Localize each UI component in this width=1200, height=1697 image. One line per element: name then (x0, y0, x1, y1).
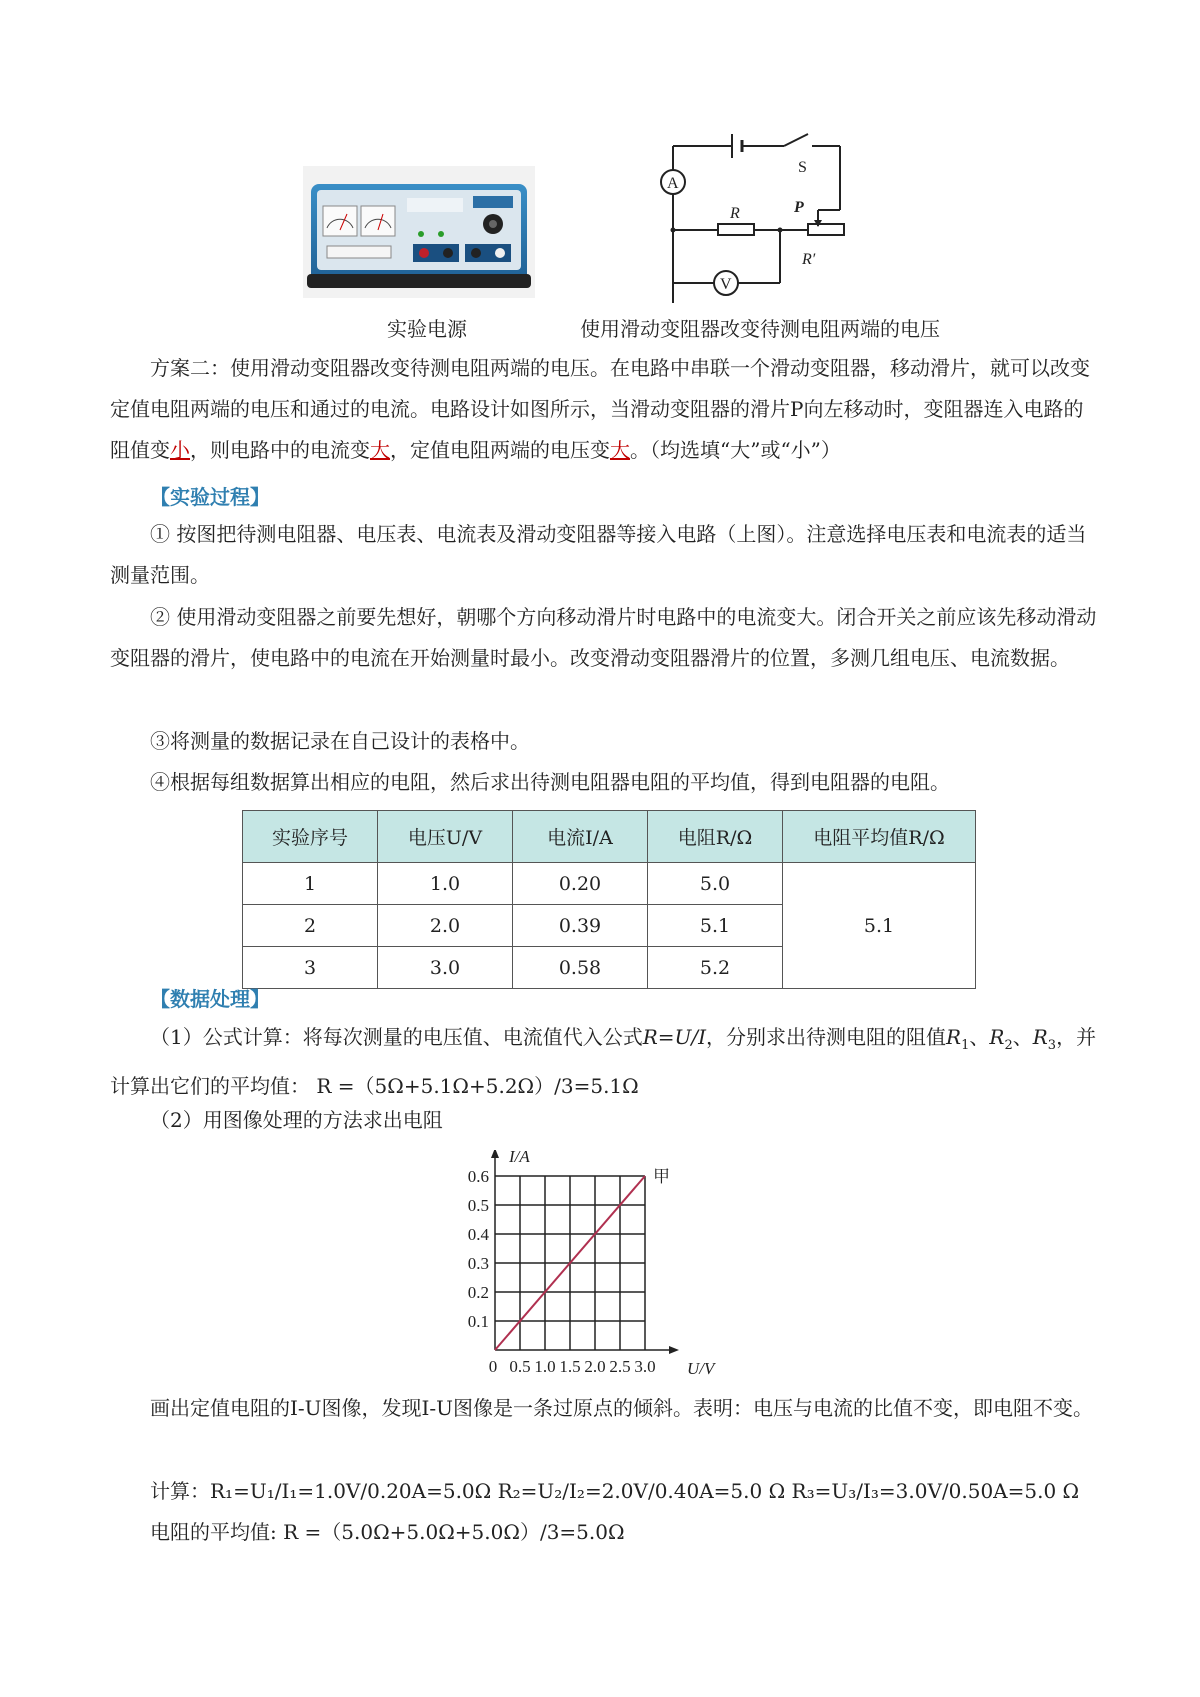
cell-current: 0.20 (513, 863, 648, 905)
y-tick-label: 0.5 (467, 1196, 489, 1215)
process-step-2: ② 使用滑动变阻器之前要先想好，朝哪个方向移动滑片时电路中的电流变大。闭合开关之前应该先移动滑动变阻器的滑片，使电路中的电流在开始测量时最小。改变滑动变阻器滑片的位置，多测几组电压、电流数据。 (110, 605, 1097, 670)
resistor-label: R (730, 205, 740, 222)
cell-index: 1 (243, 863, 378, 905)
device-caption: 实验电源 (387, 317, 467, 341)
circuit-diagram (650, 128, 850, 303)
conclusion-text: 画出定值电阻的I-U图像，发现I-U图像是一条过原点的倾斜。表明：电压与电流的比值不变，即电阻不变。 (150, 1396, 1094, 1420)
x-tick-label: 1.0 (534, 1357, 556, 1376)
graph-method-item: （2）用图像处理的方法求出电阻 (150, 1108, 443, 1132)
header-index: 实验序号 (243, 811, 378, 863)
process-heading: 【实验过程】 (150, 485, 270, 509)
formula-paragraph: （1）公式计算：将每次测量的电压值、电流值代入公式R=U/I，分别求出待测电阻的阻值$R_1$、$R_2$、$R_3$，并计算出它们的平均值： R =（5Ω+5.1Ω+5.2Ω）/3=5.1Ω (110, 1025, 1097, 1098)
power-supply-image (303, 166, 535, 298)
cell-resistance: 5.1 (648, 905, 783, 947)
circuit-caption: 使用滑动变阻器改变待测电阻两端的电压 (580, 317, 940, 341)
cell-average: 5.1 (783, 863, 976, 989)
x-axis-label: U/V (687, 1359, 715, 1378)
data-processing-heading: 【数据处理】 (150, 987, 270, 1011)
x-tick-label: 1.5 (559, 1357, 581, 1376)
answer-blank-3: 大 (610, 438, 630, 462)
cell-resistance: 5.0 (648, 863, 783, 905)
average-line: 电阻的平均值: R =（5.0Ω+5.0Ω+5.0Ω）/3=5.0Ω (150, 1520, 625, 1544)
iu-chart (440, 1150, 730, 1380)
answer-blank-1: 小 (170, 438, 190, 462)
table-header-row (243, 811, 976, 863)
table-row (243, 863, 976, 905)
cell-current: 0.39 (513, 905, 648, 947)
cell-resistance: 5.2 (648, 947, 783, 989)
cell-voltage: 1.0 (378, 863, 513, 905)
cell-index: 3 (243, 947, 378, 989)
data-table (242, 810, 976, 989)
header-average: 电阻平均值R/Ω (783, 811, 976, 863)
header-resistance: 电阻R/Ω (648, 811, 783, 863)
voltmeter-label: V (720, 276, 732, 293)
y-axis-arrow (491, 1150, 499, 1158)
calculation-line: 计算：R₁=U₁/I₁=1.0V/0.20A=5.0Ω R₂=U₂/I₂=2.0V/0.40A=5.0 Ω R₃=U₃/I₃=3.0V/0.50A=5.0 Ω (150, 1479, 1080, 1503)
y-tick-label: 0.4 (467, 1225, 489, 1244)
cell-voltage: 3.0 (378, 947, 513, 989)
y-axis-label: I/A (509, 1150, 530, 1166)
ammeter-label: A (667, 175, 679, 192)
y-tick-label: 0.1 (467, 1312, 489, 1331)
switch-label: S (798, 159, 807, 176)
y-tick-label: 0.3 (467, 1254, 489, 1273)
rheostat-label: R′ (802, 251, 816, 268)
x-tick-label: 2.0 (584, 1357, 606, 1376)
y-tick-label: 0.6 (467, 1167, 489, 1186)
y-tick-label: 0.2 (467, 1283, 489, 1302)
x-axis-arrow (669, 1346, 679, 1354)
cell-voltage: 2.0 (378, 905, 513, 947)
process-step-1: ① 按图把待测电阻器、电压表、电流表及滑动变阻器等接入电路（上图）。注意选择电压表和电流表的适当测量范围。 (110, 522, 1087, 587)
x-tick-label: 0.5 (509, 1357, 531, 1376)
x-tick-label: 0 (488, 1357, 498, 1376)
x-tick-label: 2.5 (609, 1357, 631, 1376)
header-current: 电流I/A (513, 811, 648, 863)
process-step-4: ④根据每组数据算出相应的电阻，然后求出待测电阻器电阻的平均值，得到电阻器的电阻。 (150, 770, 950, 794)
cell-current: 0.58 (513, 947, 648, 989)
answer-blank-2: 大 (370, 438, 390, 462)
header-voltage: 电压U/V (378, 811, 513, 863)
average-formula: R =（5Ω+5.1Ω+5.2Ω）/3=5.1Ω (316, 1074, 639, 1098)
process-step-3: ③将测量的数据记录在自己设计的表格中。 (150, 729, 530, 753)
x-tick-label: 3.0 (634, 1357, 656, 1376)
plan2-paragraph: 方案二：使用滑动变阻器改变待测电阻两端的电压。在电路中串联一个滑动变阻器，移动滑片，就可以改变定值电阻两端的电压和通过的电流。电路设计如图所示，当滑动变阻器的滑片P向左移动时，变阻器连入电路的阻值变小，则电路中的电流变大，定值电阻两端的电压变大。（均选填“大”或“小”） (110, 356, 1090, 462)
slider-label: P (794, 199, 804, 216)
cell-index: 2 (243, 905, 378, 947)
series-label: 甲 (653, 1167, 670, 1187)
